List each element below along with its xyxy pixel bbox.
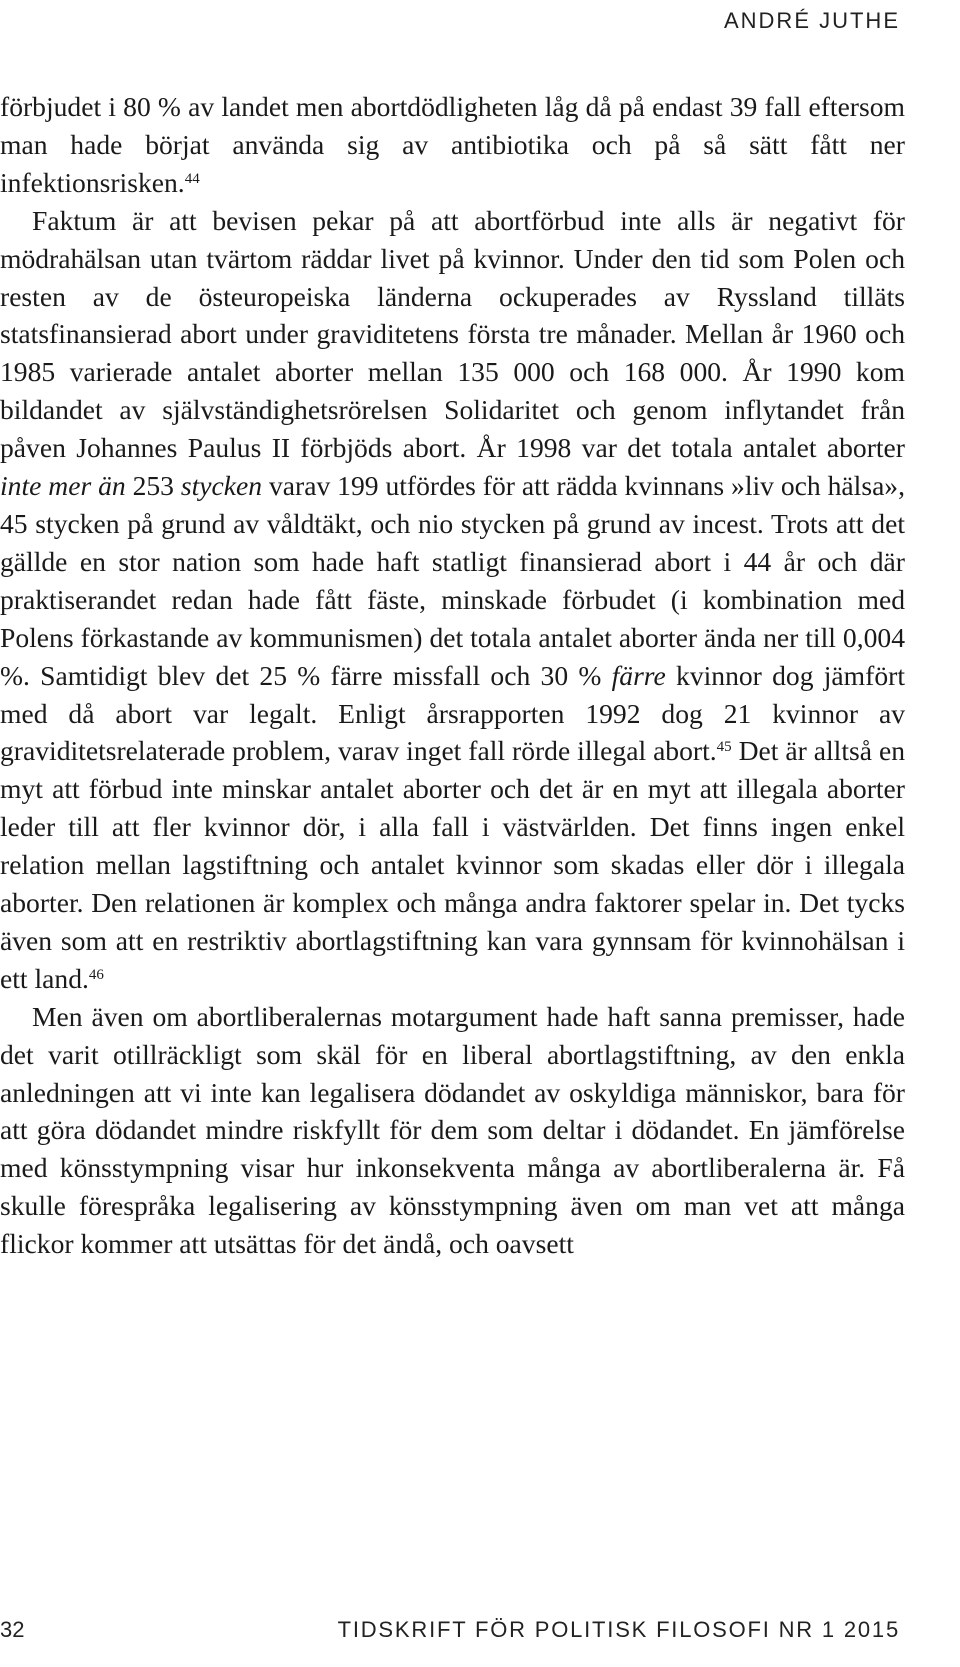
footnote-ref-46[interactable]: 46 [88, 966, 104, 983]
text-span: Men även om abortliberalernas motargument hade haft sanna premisser, hade det varit otillräckligt som skäl för en liberal abortlagstiftning, av den enkla anledningen att vi inte kan legalisera dödandet av oskyldiga människor, bara för att göra dödandet mindre riskfyllt för dem som deltar i dödandet. En jämförelse med könsstympning visar hur inkonsekventa många av abortliberalerna är. Få skulle förespråka legalisering av könsstympning även om man vet att många flickor kommer att utsättas för det ändå, och oavsett [0, 1000, 905, 1260]
journal-title: TIDSKRIFT FÖR POLITISK FILOSOFI NR 1 2015 [337, 1617, 900, 1642]
footnote-ref-45[interactable]: 45 [716, 739, 732, 756]
text-span: kvinnor dog jämfört med då abort var legalt. Enligt årsrapporten 1992 dog 21 kvinnor av graviditetsrelaterade problem, varav inget fall rörde illegal abort. [0, 659, 905, 767]
text-span: Faktum är att bevisen pekar på att abortförbud inte alls är negativt för mödrahälsan utan tvärtom räddar livet på kvinnor. Under den tid som Polen och resten av de östeuropeiska länderna ockuperades av Ryssland tilläts statsfinansierad abort under graviditetens första tre månader. Mellan år 1960 och 1985 varierade antalet aborter mellan 135 000 och 168 000. År 1990 kom bildandet av självständighetsrörelsen Solidaritet och genom inflytandet från påven Johannes Paulus II förbjöds abort. År 1998 var det totala antalet aborter [0, 204, 905, 464]
running-head-author: ANDRÉ JUTHE [723, 8, 900, 33]
text-span: 253 [125, 470, 181, 502]
text-span: varav 199 utfördes för att rädda kvinnans »liv och hälsa», 45 stycken på grund av våldtäkt, och nio stycken på grund av incest. Trots att det gällde en stor nation som hade haft statligt finansierad abort i 44 år och där praktiserandet redan hade fått fäste, minskade förbudet (i kombination med Polens förkastande av kommunismen) det totala antalet aborter ända ner till 0,004 %. Samtidigt blev det 25 % färre missfall och 30 % [0, 470, 906, 691]
paragraph-continuation [0, 88, 905, 202]
italic-emphasis: inte mer än [0, 470, 126, 502]
text-span: Det är alltså en myt att förbud inte minskar antalet aborter och det är en myt att illegala aborter leder till att fler kvinnor dör, i alla fall i västvärlden. Det finns ingen enkel relation mellan lagstiftning och antalet kvinnor som skadas eller dör i illegala aborter. Den relationen är komplex och många andra faktorer spelar in. Det tycks även som att en restriktiv abortlagstiftning kan vara gynnsam för kvinnohälsan i ett land. [0, 735, 905, 994]
text-span: förbjudet i 80 % av landet men abortdödligheten låg då på endast 39 fall eftersom man hade börjat använda sig av antibiotika och på så sätt fått ner infektionsrisken. [0, 91, 905, 198]
footnote-ref-44[interactable]: 44 [184, 170, 200, 187]
italic-emphasis: stycken [180, 470, 263, 502]
italic-emphasis: färre [611, 659, 666, 691]
page-number: 32 [0, 1617, 25, 1642]
paragraph-final [0, 998, 905, 1263]
body-text [0, 88, 905, 1263]
paragraph-main [0, 202, 905, 998]
